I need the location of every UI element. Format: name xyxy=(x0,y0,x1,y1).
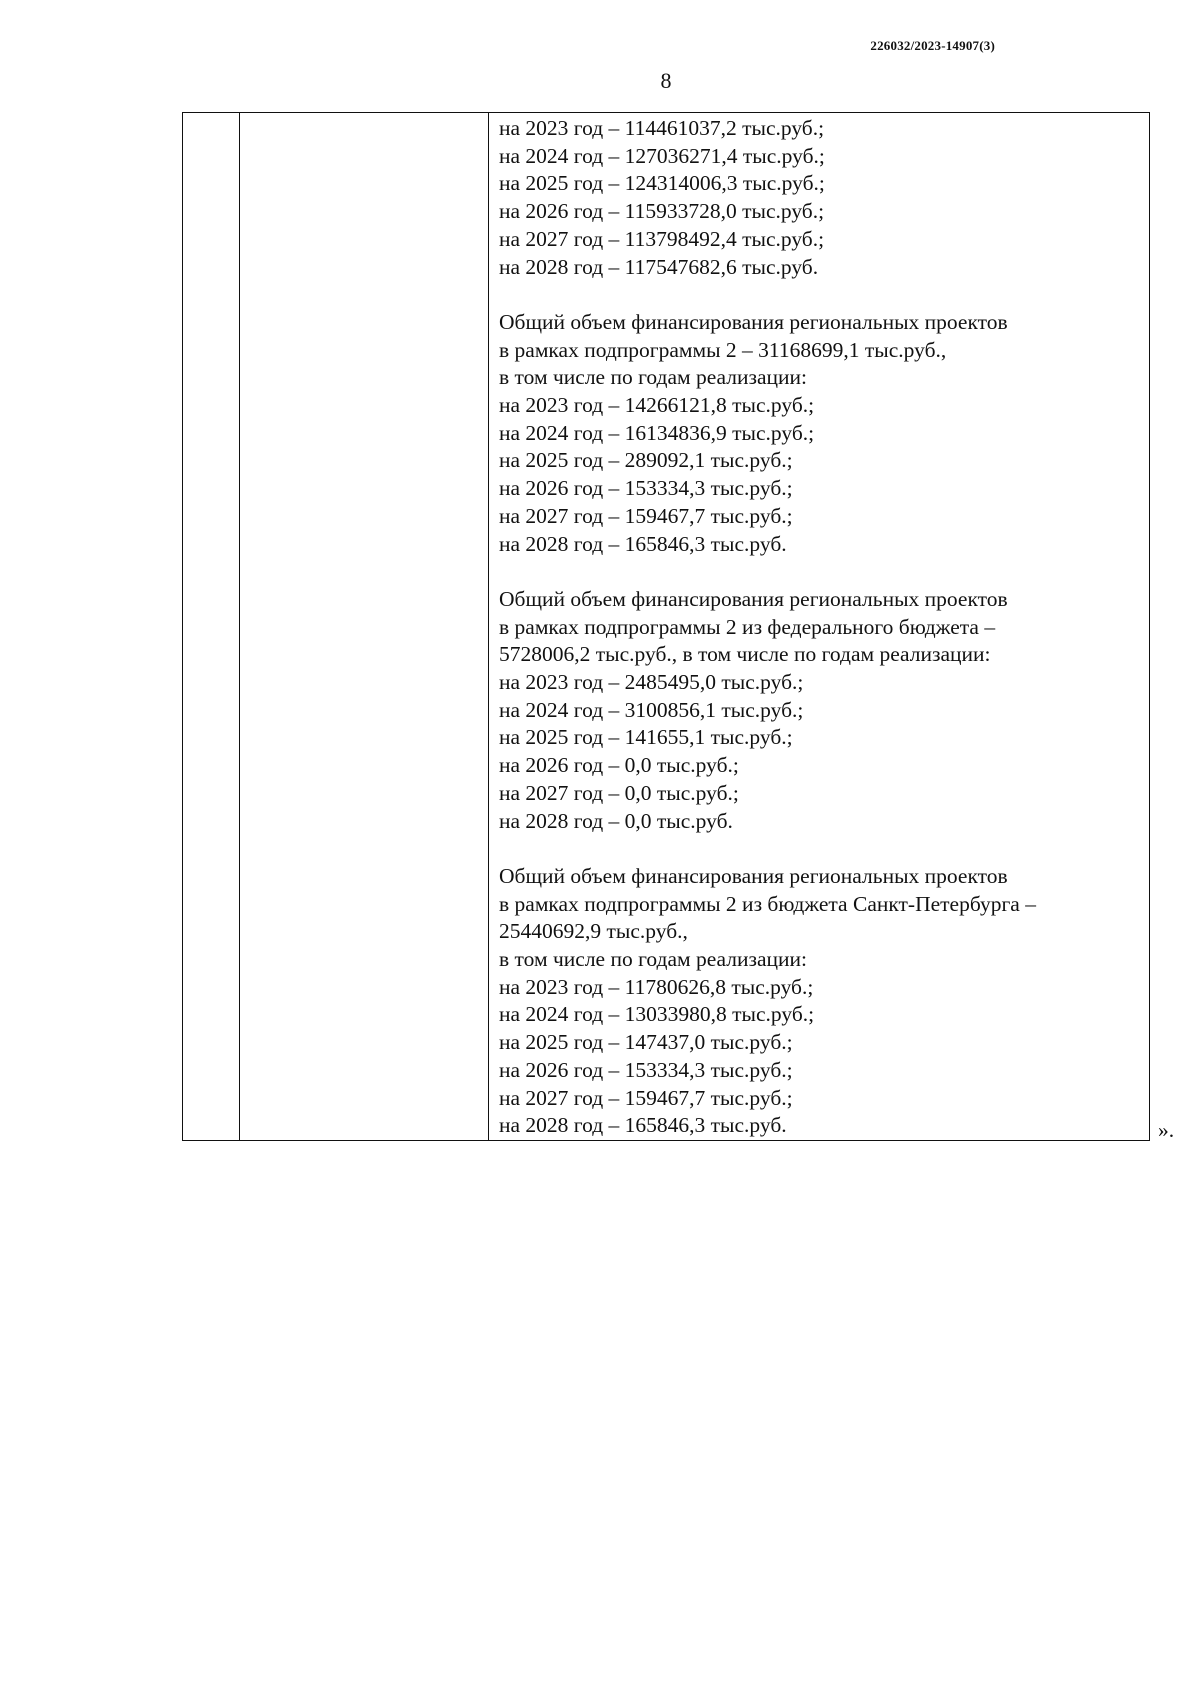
text-line: Общий объем финансирования региональных проектов xyxy=(499,863,1008,888)
text-line: в рамках подпрограммы 2 – 31168699,1 тыс.руб., xyxy=(499,337,947,362)
text-line: 5728006,2 тыс.руб., в том числе по годам реализации: xyxy=(499,642,991,667)
text-line: на 2023 год – 114461037,2 тыс.руб.; xyxy=(499,116,825,140)
table-column-divider xyxy=(239,113,240,1140)
text-line: в том числе по годам реализации: xyxy=(499,365,808,390)
text-line: на 2024 год – 16134836,9 тыс.руб.; xyxy=(499,420,815,445)
text-block xyxy=(499,309,1139,558)
text-line: в рамках подпрограммы 2 из федерального бюджета – xyxy=(499,614,996,639)
text-line: на 2023 год – 14266121,8 тыс.руб.; xyxy=(499,393,815,418)
text-line: на 2026 год – 115933728,0 тыс.руб.; xyxy=(499,199,825,224)
text-line: в рамках подпрограммы 2 из бюджета Санкт-Петербурга – xyxy=(499,891,1036,916)
text-line: на 2024 год – 127036271,4 тыс.руб.; xyxy=(499,143,825,168)
text-line: на 2026 год – 153334,3 тыс.руб.; xyxy=(499,476,793,501)
text-line: на 2027 год – 159467,7 тыс.руб.; xyxy=(499,1085,793,1110)
text-line: на 2028 год – 165846,3 тыс.руб. xyxy=(499,1113,787,1138)
text-block xyxy=(499,863,1139,1140)
table-content-cell xyxy=(499,115,1139,1140)
text-block xyxy=(499,586,1139,835)
text-line: Общий объем финансирования региональных проектов xyxy=(499,586,1008,611)
text-line: в том числе по годам реализации: xyxy=(499,947,808,972)
text-line: на 2023 год – 2485495,0 тыс.руб.; xyxy=(499,670,804,695)
text-line: на 2027 год – 159467,7 тыс.руб.; xyxy=(499,503,793,528)
text-block xyxy=(499,115,1139,281)
text-line: 25440692,9 тыс.руб., xyxy=(499,919,688,944)
text-line: на 2027 год – 0,0 тыс.руб.; xyxy=(499,780,739,805)
document-table xyxy=(182,112,1150,1141)
text-line: на 2028 год – 117547682,6 тыс.руб. xyxy=(499,254,819,279)
text-line: на 2024 год – 13033980,8 тыс.руб.; xyxy=(499,1002,815,1027)
text-line: на 2028 год – 0,0 тыс.руб. xyxy=(499,808,733,833)
text-line: на 2025 год – 147437,0 тыс.руб.; xyxy=(499,1030,793,1055)
text-line: на 2027 год – 113798492,4 тыс.руб.; xyxy=(499,226,825,251)
text-line: на 2026 год – 0,0 тыс.руб.; xyxy=(499,753,739,778)
text-line: на 2023 год – 11780626,8 тыс.руб.; xyxy=(499,974,814,999)
text-line: Общий объем финансирования региональных проектов xyxy=(499,309,1008,334)
text-line: на 2025 год – 141655,1 тыс.руб.; xyxy=(499,725,793,750)
table-column-divider xyxy=(488,113,489,1140)
page-number: 8 xyxy=(660,68,672,93)
text-line: на 2024 год – 3100856,1 тыс.руб.; xyxy=(499,697,804,722)
closing-quote: ». xyxy=(1158,1118,1175,1142)
text-line: на 2025 год – 289092,1 тыс.руб.; xyxy=(499,448,793,473)
text-line: на 2025 год – 124314006,3 тыс.руб.; xyxy=(499,171,825,196)
text-line: на 2026 год – 153334,3 тыс.руб.; xyxy=(499,1057,793,1082)
text-line: на 2028 год – 165846,3 тыс.руб. xyxy=(499,531,787,556)
document-id: 226032/2023-14907(3) xyxy=(870,38,995,53)
